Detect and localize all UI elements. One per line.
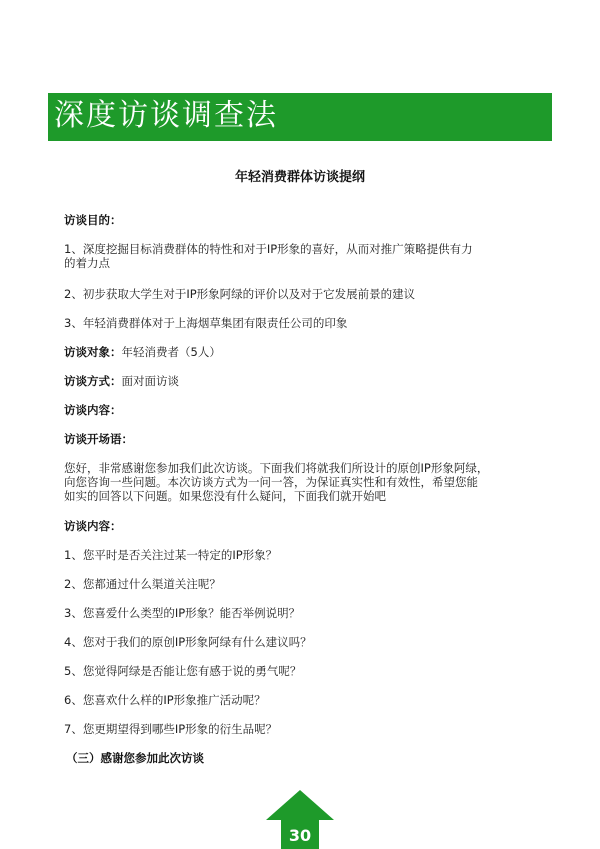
interview-target-value: 年轻消费者（5人） xyxy=(121,345,221,359)
closing-line: （三）感谢您参加此次访谈 xyxy=(66,751,204,765)
question-item: 2、您都通过什么渠道关注呢？ xyxy=(64,577,221,591)
purpose-item: 2、初步获取大学生对于IP形象阿绿的评价以及对于它发展前景的建议 xyxy=(64,287,416,301)
section-banner xyxy=(48,93,552,141)
interview-method-label: 访谈方式： xyxy=(64,374,122,388)
document-title: 年轻消费群体访谈提纲 xyxy=(234,170,365,185)
interview-target xyxy=(64,345,221,360)
opening-line: 向您咨询一些问题。本次访谈方式为一问一答，为保证真实性和有效性，希望您能 xyxy=(64,475,478,489)
interview-target-label: 访谈对象： xyxy=(64,345,122,359)
question-item: 5、您觉得阿绿是否能让您有感于说的勇气呢？ xyxy=(64,664,302,678)
purpose-item xyxy=(64,242,532,270)
opening-heading: 访谈开场语： xyxy=(64,432,133,446)
content-heading: 访谈内容： xyxy=(64,403,122,417)
opening-line: 您好，非常感谢您参加我们此次访谈。下面我们将就我们所设计的原创IP形象阿绿， xyxy=(64,461,489,475)
content-heading: 访谈内容： xyxy=(64,519,122,533)
purpose-item-line: 的着力点 xyxy=(64,256,110,270)
opening-line: 如实的回答以下问题。如果您没有什么疑问，下面我们就开始吧 xyxy=(64,489,386,503)
purpose-item-line: 1、深度挖掘目标消费群体的特性和对于IP形象的喜好，从而对推广策略提供有力 xyxy=(64,242,473,256)
question-item: 3、您喜爱什么类型的IP形象？能否举例说明？ xyxy=(64,606,301,620)
section-title: 深度访谈调查法 xyxy=(54,98,278,133)
purpose-item: 3、年轻消费群体对于上海烟草集团有限责任公司的印象 xyxy=(64,316,348,330)
page-number: 30 xyxy=(288,826,312,845)
question-item: 4、您对于我们的原创IP形象阿绿有什么建议吗？ xyxy=(64,635,312,649)
question-item: 6、您喜欢什么样的IP形象推广活动呢？ xyxy=(64,693,266,707)
interview-method xyxy=(64,374,179,389)
opening-paragraph xyxy=(64,461,532,503)
question-item: 1、您平时是否关注过某一特定的IP形象？ xyxy=(64,548,278,562)
question-item: 7、您更期望得到哪些IP形象的衍生品呢？ xyxy=(64,722,278,736)
interview-method-value: 面对面访谈 xyxy=(121,374,179,388)
purpose-heading: 访谈目的： xyxy=(64,213,122,227)
